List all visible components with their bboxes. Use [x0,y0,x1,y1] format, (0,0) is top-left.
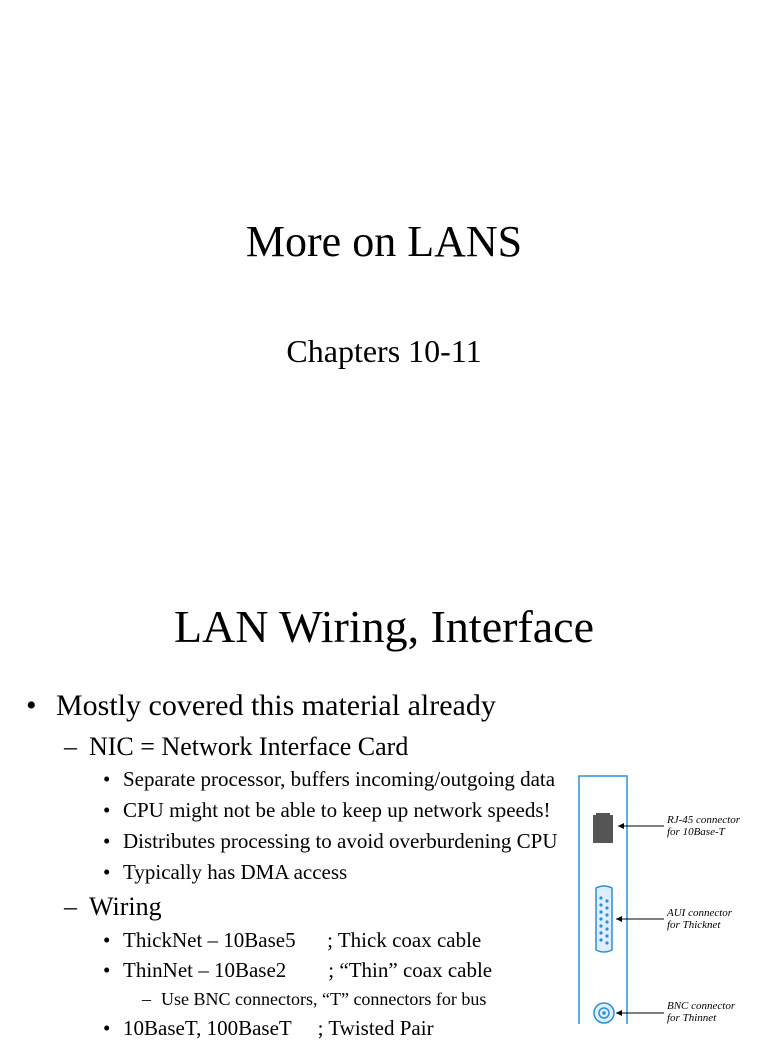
list-item-text: Wiring [89,892,162,921]
rj45-connector-icon [593,813,613,843]
list-item-text: Typically has DMA access [123,860,348,884]
rj45-label-line1: RJ-45 connector [667,814,740,826]
bullet-icon: • [103,829,111,853]
bullet-icon: • [103,928,111,952]
bullet-icon: • [103,798,111,822]
bullet-icon: • [103,860,111,884]
list-item-text: Use BNC connectors, “T” connectors for bus [161,989,487,1009]
slide2-title: LAN Wiring, Interface [173,601,595,652]
dash-icon: – [64,732,77,761]
list-item-text: Separate processor, buffers incoming/outgoing data [123,767,556,791]
list-item-text: Distributes processing to avoid overburdening CPU [123,829,558,853]
list-item-text: ThickNet – 10Base5 ; Thick coax cable [123,928,482,952]
list-item [26,689,37,723]
aui-connector-icon [596,886,612,952]
bullet-icon: • [103,767,111,791]
list-item-text: CPU might not be able to keep up network speeds! [123,798,551,822]
list-item-text: Mostly covered this material already [56,689,496,722]
aui-label-line2: for Thicknet [667,919,721,931]
bullet-icon: • [103,958,111,982]
list-item-text: ThinNet – 10Base2 ; “Thin” coax cable [123,958,493,982]
aui-label-line1: AUI connector [667,907,733,919]
slide1-subtitle: Chapters 10-11 [286,333,482,369]
list-item-text: 10BaseT, 100BaseT ; Twisted Pair [123,1016,434,1040]
bullet-icon: • [26,689,37,722]
rj45-label-line2: for 10Base-T [667,826,725,838]
bnc-label-line1: BNC connector [667,1000,736,1012]
nic-connector-figure [572,768,768,1024]
bnc-label-line2: for Thinnet [667,1012,717,1024]
bnc-connector-icon [594,1003,614,1023]
bullet-icon: • [103,1016,111,1040]
dash-icon: – [142,989,151,1009]
slide1-title: More on LANS [245,217,523,266]
dash-icon: – [64,892,77,921]
list-item-text: NIC = Network Interface Card [89,732,409,761]
